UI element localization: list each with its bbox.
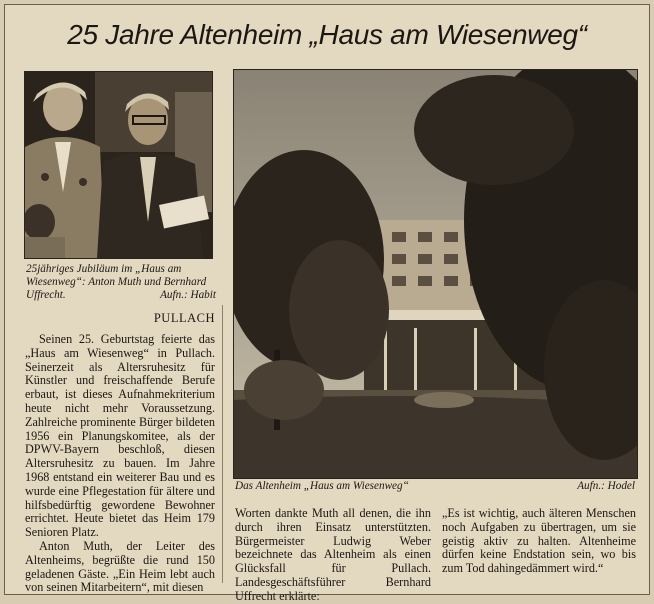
paragraph-1: Seinen 25. Geburtstag feierte das „Haus am Wiesenweg“ in Pullach. Seinerzeit als Altersruhesitz für Künstler und freischaffende Berufe erbaut, ist dieses Aufnahmekriterium heute nicht mehr Voraussetzung. Zahlreiche prominente Bürger bildeten 1956 ein Planungskomitee, als der DPWV-Bayern beschloß, diesen Altersruhesitz zu bauen. Im Jahre 1968 entstand ein weiterer Bau und es wurde eine Pflegestation für ältere und hilfsbedürftig gewordene Bewohner errichtet. Heute bietet das Heim 179 Senioren Platz. <box>25 332 215 540</box>
photo-jubilee-men <box>24 71 213 259</box>
column-divider <box>222 305 223 583</box>
photo-altenheim-building <box>233 69 638 479</box>
paragraph-2: Anton Muth, der Leiter des Altenheims, begrüßte die rund 150 geladenen Gäste. „Ein Heim lebt auch von seinen Mitarbeitern“, mit diesen <box>25 538 215 595</box>
main-photo-caption <box>235 480 635 493</box>
headline: 25 Jahre Altenheim „Haus am Wiesenweg“ <box>67 19 587 50</box>
photo-jubilee-image <box>25 72 212 258</box>
dateline: PULLACH <box>153 311 215 325</box>
article-column-2 <box>235 507 431 604</box>
main-photo-credit: Aufn.: Hodel <box>577 480 635 492</box>
paragraph-3: Worten dankte Muth all denen, die ihn durch ihren Einsatz unterstützten. Bürgermeister Ludwig Weber bezeichnete das Altenheim als einen Glücksfall für Pullach. Landesgeschäftsführer Bernhard Uffrecht erklärte: <box>235 506 431 603</box>
article-column-3 <box>442 507 636 576</box>
main-photo-caption-text: Das Altenheim „Haus am Wiesenweg“ <box>235 480 409 492</box>
newspaper-clipping <box>4 4 650 603</box>
article-column-1 <box>25 333 215 595</box>
photo-building-image <box>234 70 637 478</box>
left-photo-credit: Aufn.: Habit <box>160 289 216 301</box>
left-photo-caption <box>26 263 216 302</box>
paragraph-4: „Es ist wichtig, auch älteren Menschen noch Aufgaben zu übertragen, um sie geistig aktiv zu halten. Altenheime dürfen keine Endstation sein, wo bis zum Tod dahingedämmert wird.“ <box>442 506 636 576</box>
left-photo-caption-text: 25jähriges Jubiläum im „Haus am Wiesenweg“: Anton Muth und Bernhard Uffrecht. <box>26 263 207 301</box>
